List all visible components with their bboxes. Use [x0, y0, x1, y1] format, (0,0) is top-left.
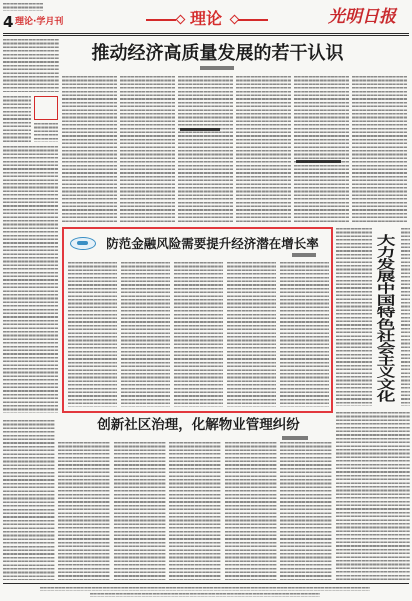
bottom-body-column [280, 442, 332, 580]
section-title: 理论 [189, 9, 222, 28]
boxed-body-column [68, 262, 117, 407]
boxed-author [292, 253, 316, 257]
lead-headline: 推动经济高质量发展的若干认识 [91, 43, 344, 64]
lead-body-column [352, 76, 407, 224]
issue-date-text [3, 3, 43, 11]
lead-body-column [294, 76, 349, 224]
side-body-column [336, 412, 410, 580]
column-logo-icon [70, 237, 96, 250]
boxed-body-column [227, 262, 276, 407]
lead-body-column [120, 76, 175, 224]
masthead-rule [3, 33, 409, 34]
lead-body-column [62, 76, 117, 224]
side-body-column [336, 228, 372, 406]
lead-body-column [178, 76, 233, 224]
masthead-rule-thin [3, 35, 409, 36]
sidebar-text [3, 39, 59, 92]
lead-body-column [236, 76, 291, 224]
bottom-body-column [3, 420, 55, 580]
lead-subheading [296, 160, 341, 163]
side-body-column [401, 228, 410, 406]
boxed-body-column [121, 262, 170, 407]
column-name: 理论·学月刊 [15, 17, 64, 27]
page-number: 4 [3, 13, 14, 31]
sidebar-text [3, 96, 31, 142]
newspaper-logo: 光明日报 [328, 7, 396, 27]
bottom-body-column [114, 442, 166, 580]
lead-author [200, 66, 234, 70]
boxed-body-column [174, 262, 223, 407]
footer-imprint-text [40, 587, 370, 591]
bottom-body-column [169, 442, 221, 580]
header-ornament-left [146, 19, 176, 21]
sidebar-text [34, 123, 58, 142]
bottom-body-column [225, 442, 277, 580]
boxed-body-column [280, 262, 329, 407]
left-column-text [3, 146, 58, 413]
boxed-headline: 防范金融风险需要提升经济潜在增长率 [106, 236, 319, 251]
footer-imprint-text [90, 593, 320, 597]
footer-rule [3, 583, 409, 584]
bottom-headline: 创新社区治理，化解物业管理纠纷 [97, 417, 300, 433]
header-ornament-right [238, 19, 268, 21]
side-headline: 大力发展中国特色社会主义文化 [374, 234, 397, 402]
sidebar-box [34, 96, 58, 120]
bottom-author [282, 436, 308, 440]
lead-subheading [180, 128, 220, 131]
bottom-body-column [58, 442, 110, 580]
